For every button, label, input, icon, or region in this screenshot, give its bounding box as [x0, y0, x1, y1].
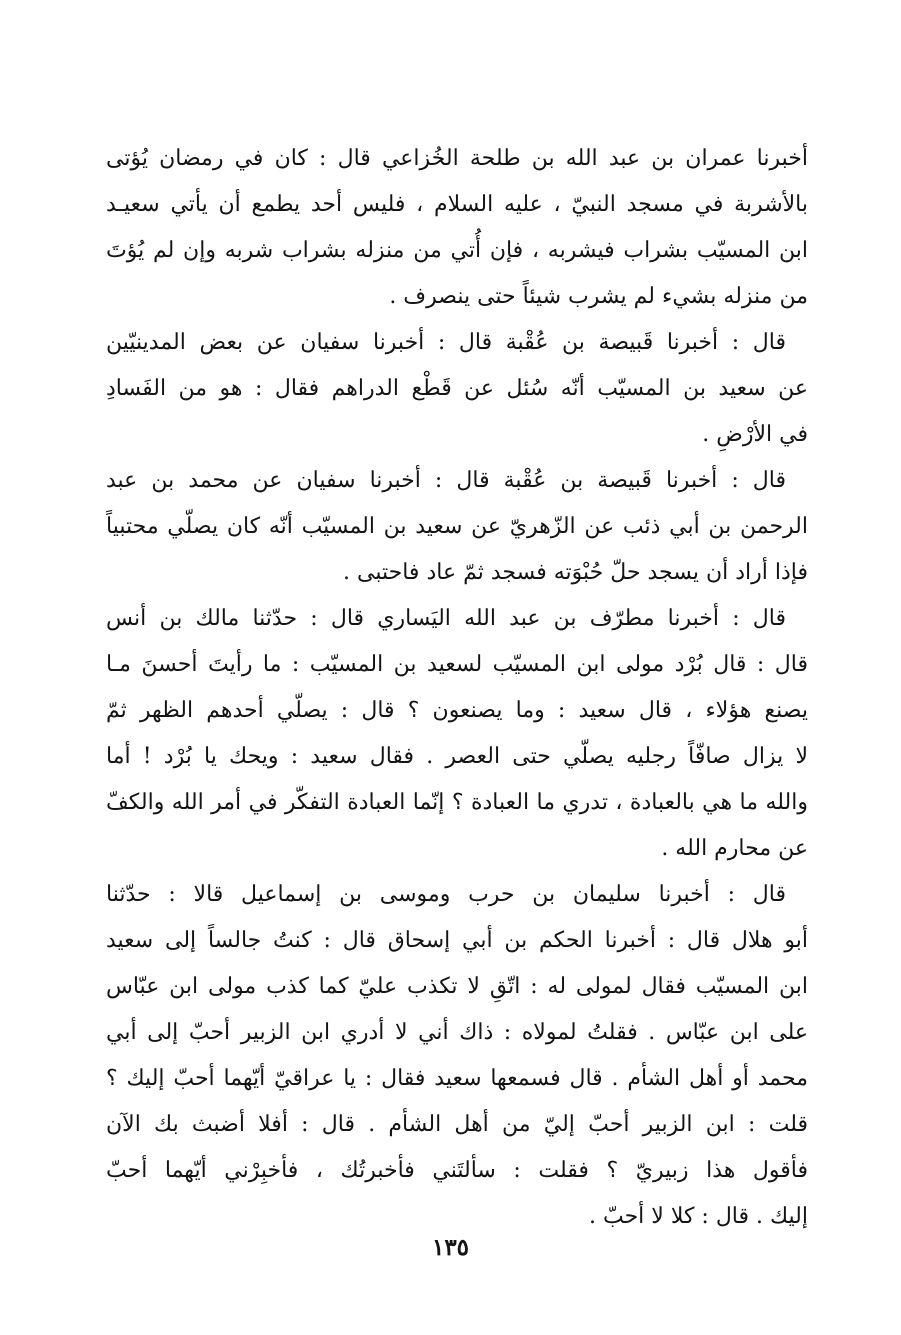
text-line: في الأرْضِ . — [702, 422, 808, 447]
text-line: قال : أخبرنا قَبيصة بن عُقْبة قال : أخبرنا سفيان عن محمد بن عبد — [106, 468, 786, 493]
text-line: إليك . قال : كلا لا أحبّ . — [588, 1204, 808, 1229]
text-line: قال : أخبرنا مطرّف بن عبد الله اليَساري قال : حدّثنا مالك بن أنس — [106, 606, 786, 631]
page-number: ١٣٥ — [431, 1234, 470, 1261]
paragraph — [106, 136, 808, 320]
text-line: قال : أخبرنا سليمان بن حرب وموسى بن إسماعيل قالا : حدّثنا — [106, 882, 786, 907]
text-line: أبو هلال قال : أخبرنا الحكم بن أبي إسحاق قال : كنتُ جالساً إلى سعيد — [106, 928, 808, 953]
text-line: عن محارم الله . — [661, 836, 808, 861]
paragraph — [106, 596, 808, 872]
text-line: محمد أو أهل الشأم . قال فسمعها سعيد فقال : يا عراقيّ أيّهما أحبّ إليك ؟ — [106, 1066, 808, 1091]
paragraph — [106, 458, 808, 596]
text-line: عن سعيد بن المسيّب أنّه سُئل عن قَطْع الدراهم فقال : هو من الفَسادِ — [106, 376, 808, 401]
text-line: فأقول هذا زبيريّ ؟ فقلت : سألتَني فأخبرتُك ، فأخبِرْني أيّهما أحبّ — [106, 1158, 808, 1183]
text-line: الرحمن بن أبي ذئب عن الزّهريّ عن سعيد بن المسيّب أنّه كان يصلّي محتبياً — [106, 514, 808, 539]
text-line: على ابن عبّاس . فقلتُ لمولاه : ذاك أني لا أدري ابن الزبير أحبّ إلى أبي — [106, 1020, 808, 1045]
text-line: من منزله بشيء لم يشرب شيئاً حتى ينصرف . — [389, 284, 808, 309]
text-line: يصنع هؤلاء ، قال سعيد : وما يصنعون ؟ قال : يصلّي أحدهم الظهر ثمّ — [106, 698, 808, 723]
text-line: قال : قال بُرْد مولى ابن المسيّب لسعيد بن المسيّب : ما رأيتَ أحسنَ مـا — [106, 652, 808, 677]
text-line: لا يزال صافّاً رجليه يصلّي حتى العصر . فقال سعيد : ويحك يا بُرْد ! أما — [106, 744, 808, 769]
text-line: بالأشربة في مسجد النبيّ ، عليه السلام ، فليس أحد يطمع أن يأتي سعيـد — [106, 192, 808, 217]
text-line: قال : أخبرنا قَبيصة بن عُقْبة قال : أخبرنا سفيان عن بعض المدينيّين — [106, 330, 786, 355]
text-line: ابن المسيّب فقال لمولى له : اتّقِ لا تكذب عليّ كما كذب مولى ابن عبّاس — [106, 974, 808, 999]
text-line: ابن المسيّب بشراب فيشربه ، فإن أُتي من منزله بشراب شربه وإن لم يُؤتَ — [106, 238, 808, 263]
text-line: أخبرنا عمران بن عبد الله بن طلحة الخُزاعي قال : كان في رمضان يُؤتى — [106, 146, 808, 171]
text-line: والله ما هي بالعبادة ، تدري ما العبادة ؟ إنّما العبادة التفكّر في أمر الله والكفّ — [106, 790, 808, 815]
paragraph — [106, 320, 808, 458]
body-text — [106, 136, 808, 1240]
text-line: فإذا أراد أن يسجد حلّ حُبْوَته فسجد ثمّ عاد فاحتبى . — [343, 560, 808, 585]
paragraph — [106, 872, 808, 1240]
text-line: قلت : ابن الزبير أحبّ إليّ من أهل الشأم . قال : أفلا أضبث بك الآن — [106, 1112, 808, 1137]
